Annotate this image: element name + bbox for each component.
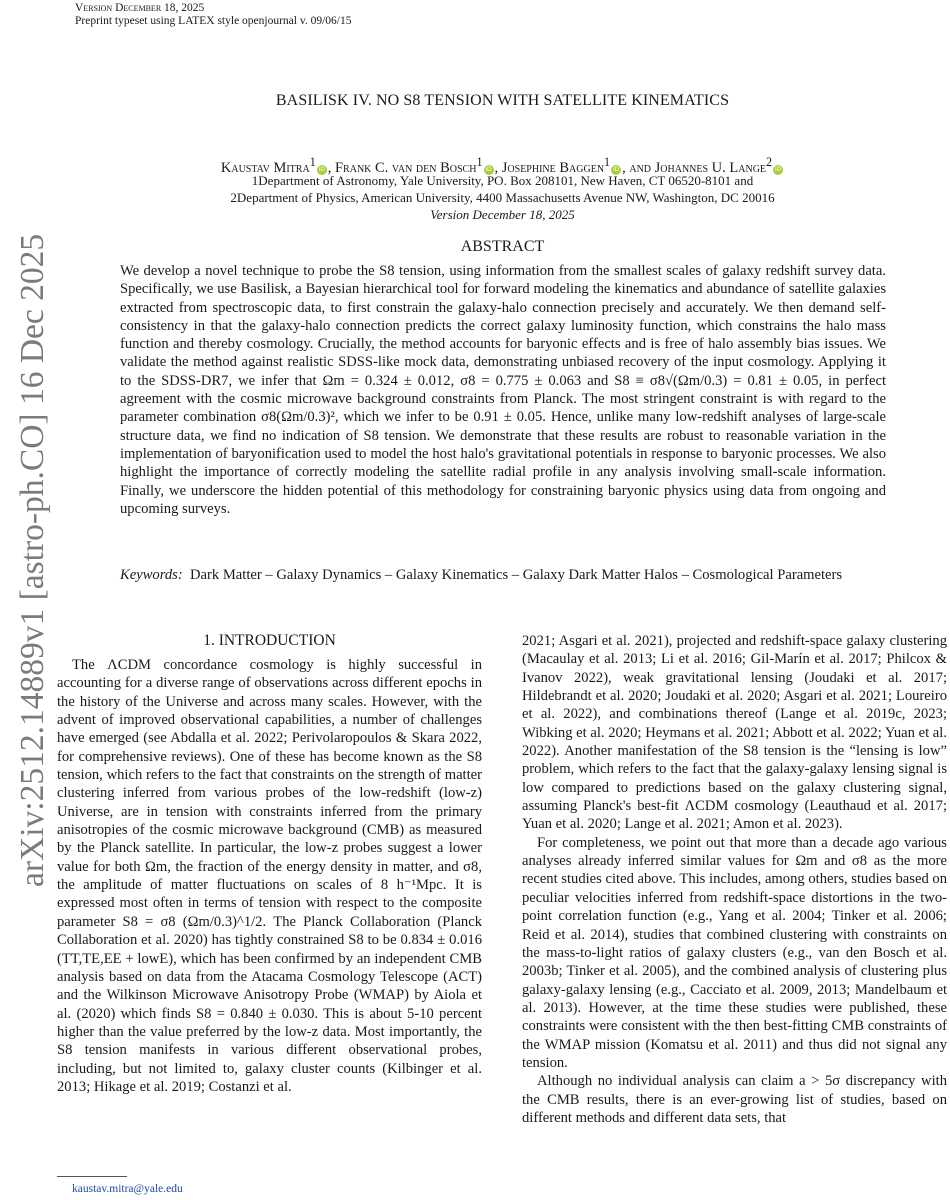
intro-paragraph: Although no individual analysis can claim a > 5σ discrepancy with the CMB results, there is an ever-growing list of studies, based on different methods and different data sets, that — [522, 1073, 947, 1126]
footnote-rule — [57, 1176, 127, 1177]
version-header: Version December 18, 2025 — [75, 2, 205, 14]
orcid-icon[interactable]: iD — [612, 165, 620, 173]
orcid-icon[interactable]: iD — [774, 165, 782, 173]
version-date: Version December 18, 2025 — [430, 207, 575, 222]
section-heading-introduction: 1. INTRODUCTION — [203, 632, 336, 649]
author-name: Kaustav Mitra — [220, 159, 310, 176]
keywords-label: Keywords: — [120, 567, 183, 583]
intro-paragraph: For completeness, we point out that more than a decade ago various analyses already inferred similar values for Ωm and σ8 as the more recent studies cited above. This includes, among others, studies based on peculiar velocities inferred from redshift-space distortions in the two-point correlation function (e.g., Yang et al. 2004; Tinker et al. 2006; Reid et al. 2014), studies that combined clustering with constraints on the mass-to-light ratios of galaxy clusters (e.g., van den Bosch et al. 2003b; Tinker et al. 2005), and the combined analysis of clustering plus galaxy-galaxy lensing (e.g., Cacciato et al. 2009, 2013; Mandelbaum et al. 2013). However, at the time these studies were published, these constraints were consistent with the then best-fitting CMB constraints of the WMAP mission (Komatsu et al. 2011) and thus did not signal any tension. — [522, 834, 947, 1071]
right-column — [522, 632, 947, 1127]
keywords — [120, 566, 886, 584]
affil-mark: 1 — [476, 155, 483, 169]
orcid-icon[interactable]: iD — [485, 165, 492, 173]
affiliation-2: 2Department of Physics, American University, 4400 Massachusetts Avenue NW, Washington, DC 20016 — [230, 190, 775, 205]
affiliation-1: 1Department of Astronomy, Yale University, PO. Box 208101, New Haven, CT 06520-8101 and — [251, 173, 754, 188]
left-column — [57, 656, 482, 1096]
author-name: and Johannes U. Lange — [629, 159, 767, 176]
abstract-text: We develop a novel technique to probe the S8 tension, using information from the smallest scales of galaxy redshift survey data. Specifically, we use Basilisk, a Bayesian hierarchical tool for forward modeling the kinematics and abundance of satellite galaxies extracted from spectroscopic data, to first constrain the galaxy-halo connection precisely and accurately. We then demand self-consistency in that the galaxy-halo connection predicts the correct galaxy luminosity function, which constrains the halo mass function and thereby cosmology. Crucially, the method accounts for baryonic effects and is free of halo assembly bias issues. We validate the method against realistic SDSS-like mock data, demonstrating unbiased recovery of the input cosmology. Applying it to the SDSS-DR7, we infer that Ωm = 0.324 ± 0.012, σ8 = 0.775 ± 0.063 and S8 ≡ σ8√(Ωm/0.3) = 0.81 ± 0.05, in perfect agreement with the cosmic microwave background constraints from Planck. The most stringent constraint is with regard to the parameter combination σ8(Ωm/0.3)², which we infer to be 0.91 ± 0.05. Hence, unlike many low-redshift analyses of large-scale structure data, we find no indication of S8 tension. We demonstrate that these results are robust to reasonable variation in the implementation of baryonification used to model the host halo's gravitational potentials in response to baryonic processes. We also highlight the importance of correctly modeling the satellite radial profile in any analysis involving small-scale information. Finally, we underscore the hidden potential of this methodology for constraining baryonic physics using data from ongoing and upcoming surveys. — [120, 263, 886, 517]
abstract-body — [120, 262, 886, 518]
intro-paragraph: 2021; Asgari et al. 2021), projected and redshift-space galaxy clustering (Macaulay et al. 2013; Li et al. 2016; Gil-Marín et al. 2017; Philcox & Ivanov 2022), weak gravitational lensing (Joudaki et al. 2017; Hildebrandt et al. 2020; Joudaki et al. 2020; Asgari et al. 2021; Loureiro et al. 2022), and combinations thereof (Lange et al. 2019c, 2023; Wibking et al. 2020; Heymans et al. 2021; Abbott et al. 2022; Yuan et al. 2022). Another manifestation of the S8 tension is the “lensing is low” problem, which refers to the fact that the galaxy-galaxy lensing signal is low compared to predictions based on the galaxy clustering signal, assuming Planck's best-fit ΛCDM cosmology (Leauthaud et al. 2017; Yuan et al. 2020; Lange et al. 2021; Amon et al. 2023). — [522, 633, 947, 833]
keywords-list: Dark Matter – Galaxy Dynamics – Galaxy Kinematics – Galaxy Dark Matter Halos – Cosmological Parameters — [190, 567, 843, 583]
abstract-heading: ABSTRACT — [460, 238, 545, 255]
affil-mark: 1 — [309, 155, 316, 169]
intro-paragraph: The ΛCDM concordance cosmology is highly successful in accounting for a diverse range of observations across different epochs in the history of the Universe and across many scales. However, with the advent of improved observational capabilities, a number of challenges have emerged (see Abdalla et al. 2022; Perivolaropoulos & Skara 2022, for comprehensive reviews). One of these has become known as the S8 tension, which refers to the fact that constraints on the strength of matter clustering inferred from various probes of the low-redshift (low-z) Universe, are in tension with constraints inferred from the primary anisotropies of the cosmic microwave background (CMB) as measured by the Planck satellite. In particular, the low-z probes suggest a lower value for both Ωm, the fraction of the energy density in matter, and σ8, the amplitude of matter fluctuations on scales of 8 h⁻¹Mpc. It is expressed most often in terms of tension with respect to the composite parameter S8 = σ8 (Ωm/0.3)^1/2. The Planck Collaboration (Planck Collaboration et al. 2020) has tightly constrained S8 to be 0.834 ± 0.016 (TT,TE,EE + lowE), which has been confirmed by an independent CMB analysis based on data from the Atacama Cosmology Telescope (ACT) and the Wilkinson Microwave Anisotropy Probe (WMAP) by Aiola et al. (2020) which finds S8 = 0.840 ± 0.030. This is about 5-10 percent higher than the value preferred by the low-z data. Most importantly, the S8 tension manifests in various different observational probes, including, but not limited to, galaxy cluster counts (Kilbinger et al. 2013; Hikage et al. 2019; Costanzi et al. — [57, 657, 482, 1095]
preprint-line: Preprint typeset using LATEX style openjournal v. 09/06/15 — [75, 15, 352, 27]
affil-mark: 1 — [604, 155, 611, 169]
footnote-email[interactable]: kaustav.mitra@yale.edu — [72, 1183, 183, 1195]
author-name: Frank C. van den Bosch — [334, 159, 477, 176]
orcid-icon[interactable]: iD — [318, 165, 325, 173]
affil-mark: 2 — [766, 155, 773, 169]
arxiv-stamp: arXiv:2512.14889v1 [astro-ph.CO] 16 Dec 2025 — [14, 233, 51, 887]
author-name: Josephine Baggen — [501, 159, 605, 176]
paper-title: BASILISK IV. NO S8 TENSION WITH SATELLITE KINEMATICS — [275, 92, 730, 109]
author-list: Kaustav Mitra$^1$iD , Frank C. van den Bosch$^1$iD , Josephine Baggen$^1$iD , and Johannes U. Lange$^2$iD — [220, 155, 782, 176]
